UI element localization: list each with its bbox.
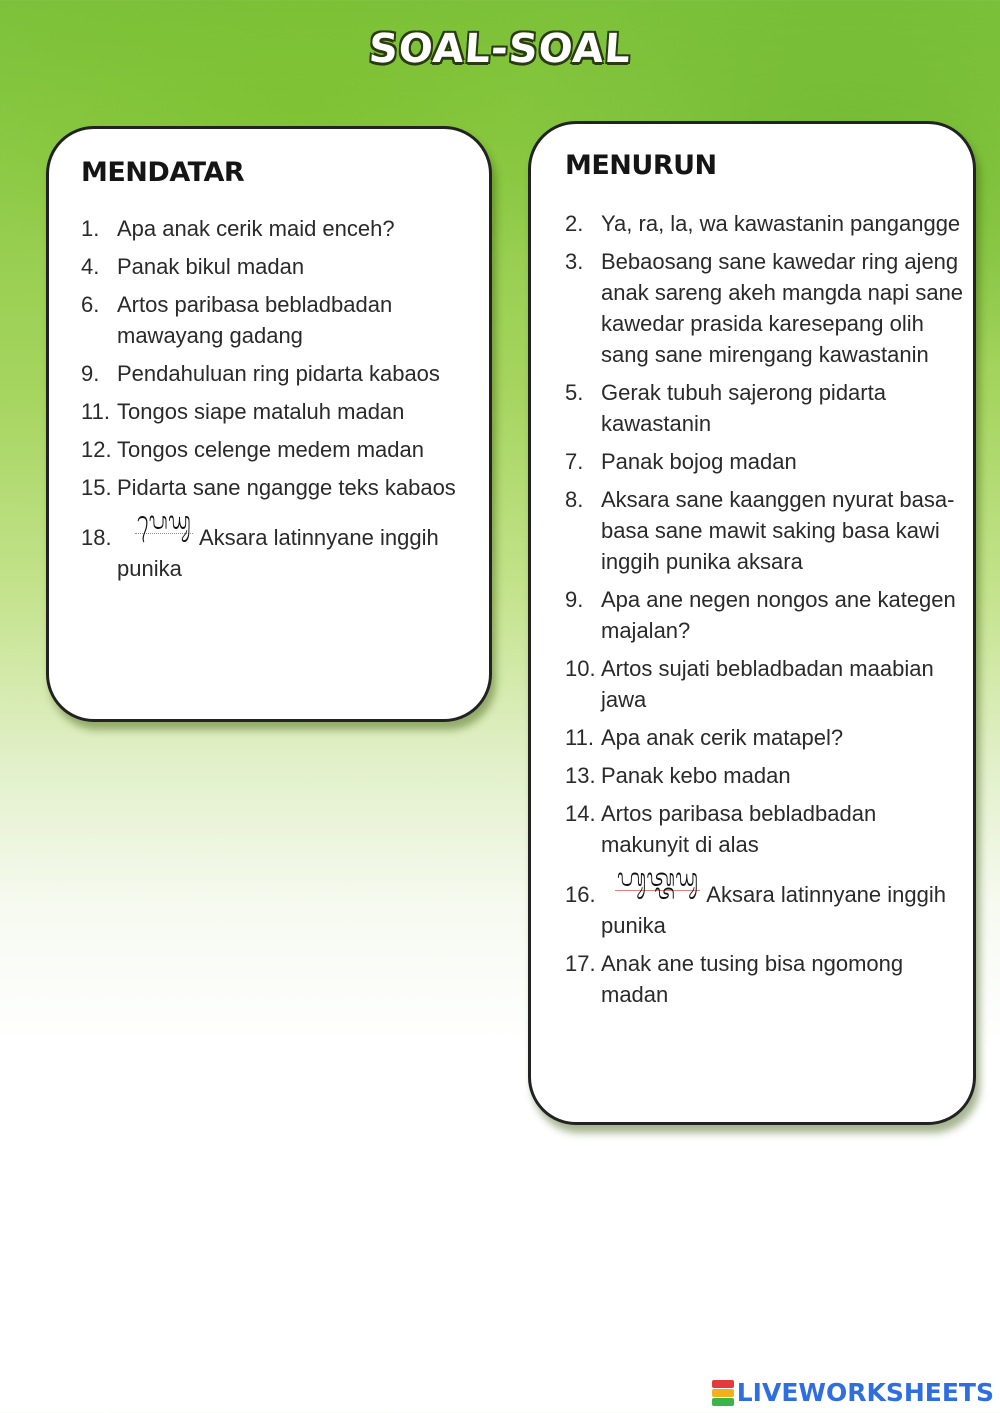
clue-number: 1. — [81, 216, 100, 241]
clue-item — [81, 251, 481, 282]
logo-block-yellow — [712, 1389, 734, 1397]
clue-text: Tongos celenge medem madan — [117, 437, 424, 462]
clue-text: Pendahuluan ring pidarta kabaos — [117, 361, 440, 386]
clue-item — [565, 798, 965, 860]
clue-item — [81, 434, 481, 465]
clue-item — [81, 289, 481, 351]
menurun-list — [565, 208, 965, 1017]
clue-number: 7. — [565, 449, 584, 474]
clue-item — [565, 246, 965, 370]
mendatar-list — [81, 213, 481, 591]
logo-block-green — [712, 1398, 734, 1406]
menurun-heading: MENURUN — [565, 150, 717, 181]
clue-number: 16. — [565, 882, 596, 907]
clue-item — [565, 484, 965, 577]
clue-item — [565, 653, 965, 715]
clue-item — [81, 472, 481, 503]
clue-text: Panak bikul madan — [117, 254, 305, 279]
clue-number: 5. — [565, 380, 584, 405]
clue-text: Bebaosang sane kawedar ring ajeng anak sareng akeh mangda napi sane kawedar prasida karesepang olih sang sane mirengang kawastanin — [601, 249, 964, 367]
clue-text: Artos paribasa bebladbadan makunyit di alas — [601, 801, 877, 857]
clue-item — [565, 864, 965, 941]
clue-text: Gerak tubuh sajerong pidarta kawastanin — [601, 380, 886, 436]
clue-number: 15. — [81, 475, 112, 500]
mendatar-card — [46, 126, 492, 722]
clue-number: 9. — [565, 587, 584, 612]
clue-number: 12. — [81, 437, 112, 462]
clue-number: 14. — [565, 801, 596, 826]
clue-item — [565, 377, 965, 439]
clue-text: Apa anak cerik maid enceh? — [117, 216, 395, 241]
clue-text: Panak bojog madan — [601, 449, 797, 474]
clue-number: 6. — [81, 292, 100, 317]
clue-text: Artos sujati bebladbadan maabian jawa — [601, 656, 934, 712]
clue-text-label: Aksara latinnyane inggih punika — [117, 525, 439, 581]
logo-block-red — [712, 1380, 734, 1388]
clue-item — [565, 446, 965, 477]
clue-number: 11. — [565, 725, 594, 750]
clue-number: 9. — [81, 361, 100, 386]
clue-item — [565, 948, 965, 1010]
clue-number: 2. — [565, 211, 584, 236]
clue-text: Anak ane tusing bisa ngomong madan — [601, 951, 904, 1007]
clue-text: Artos paribasa bebladbadan mawayang gadang — [117, 292, 393, 348]
clue-text-label: Aksara latinnyane inggih punika — [601, 882, 946, 938]
page-title: SOAL-SOAL — [367, 26, 633, 72]
clue-item — [81, 213, 481, 244]
clue-text: Apa anak cerik matapel? — [601, 725, 844, 750]
clue-number: 8. — [565, 487, 584, 512]
balinese-script-image: ᬳᬸᬢ᭄ᬢᬬᬸ — [617, 864, 699, 892]
clue-number: 10. — [565, 656, 596, 681]
clue-item — [81, 396, 481, 427]
clue-item — [81, 358, 481, 389]
clue-number: 17. — [565, 951, 596, 976]
clue-number: 18. — [81, 525, 112, 550]
clue-text: Panak kebo madan — [601, 763, 791, 788]
clue-text: Ya, ra, la, wa kawastanin pangangge — [601, 211, 961, 236]
menurun-card — [528, 121, 976, 1125]
mendatar-heading: MENDATAR — [81, 157, 245, 188]
clue-text: Pidarta sane ngangge teks kabaos — [117, 475, 456, 500]
balinese-script-image: ᬧᬾᬬᬸ — [137, 507, 191, 535]
clue-item — [81, 507, 481, 584]
clue-number: 3. — [565, 249, 584, 274]
liveworksheets-logo[interactable] — [712, 1378, 994, 1407]
clue-number: 4. — [81, 254, 100, 279]
clue-item — [565, 208, 965, 239]
clue-text: Apa ane negen nongos ane kategen majalan? — [601, 587, 956, 643]
liveworksheets-icon — [712, 1380, 734, 1406]
clue-text: Tongos siape mataluh madan — [117, 399, 405, 424]
brand-name: LIVEWORKSHEETS — [736, 1378, 994, 1407]
clue-item — [565, 584, 965, 646]
clue-text — [601, 864, 965, 941]
clue-item — [565, 722, 965, 753]
clue-number: 13. — [565, 763, 596, 788]
clue-text: Aksara sane kaanggen nyurat basa-basa sane mawit saking basa kawi inggih punika aksara — [601, 487, 955, 574]
clue-item — [565, 760, 965, 791]
clue-number: 11. — [81, 399, 110, 424]
clue-text — [117, 507, 481, 584]
